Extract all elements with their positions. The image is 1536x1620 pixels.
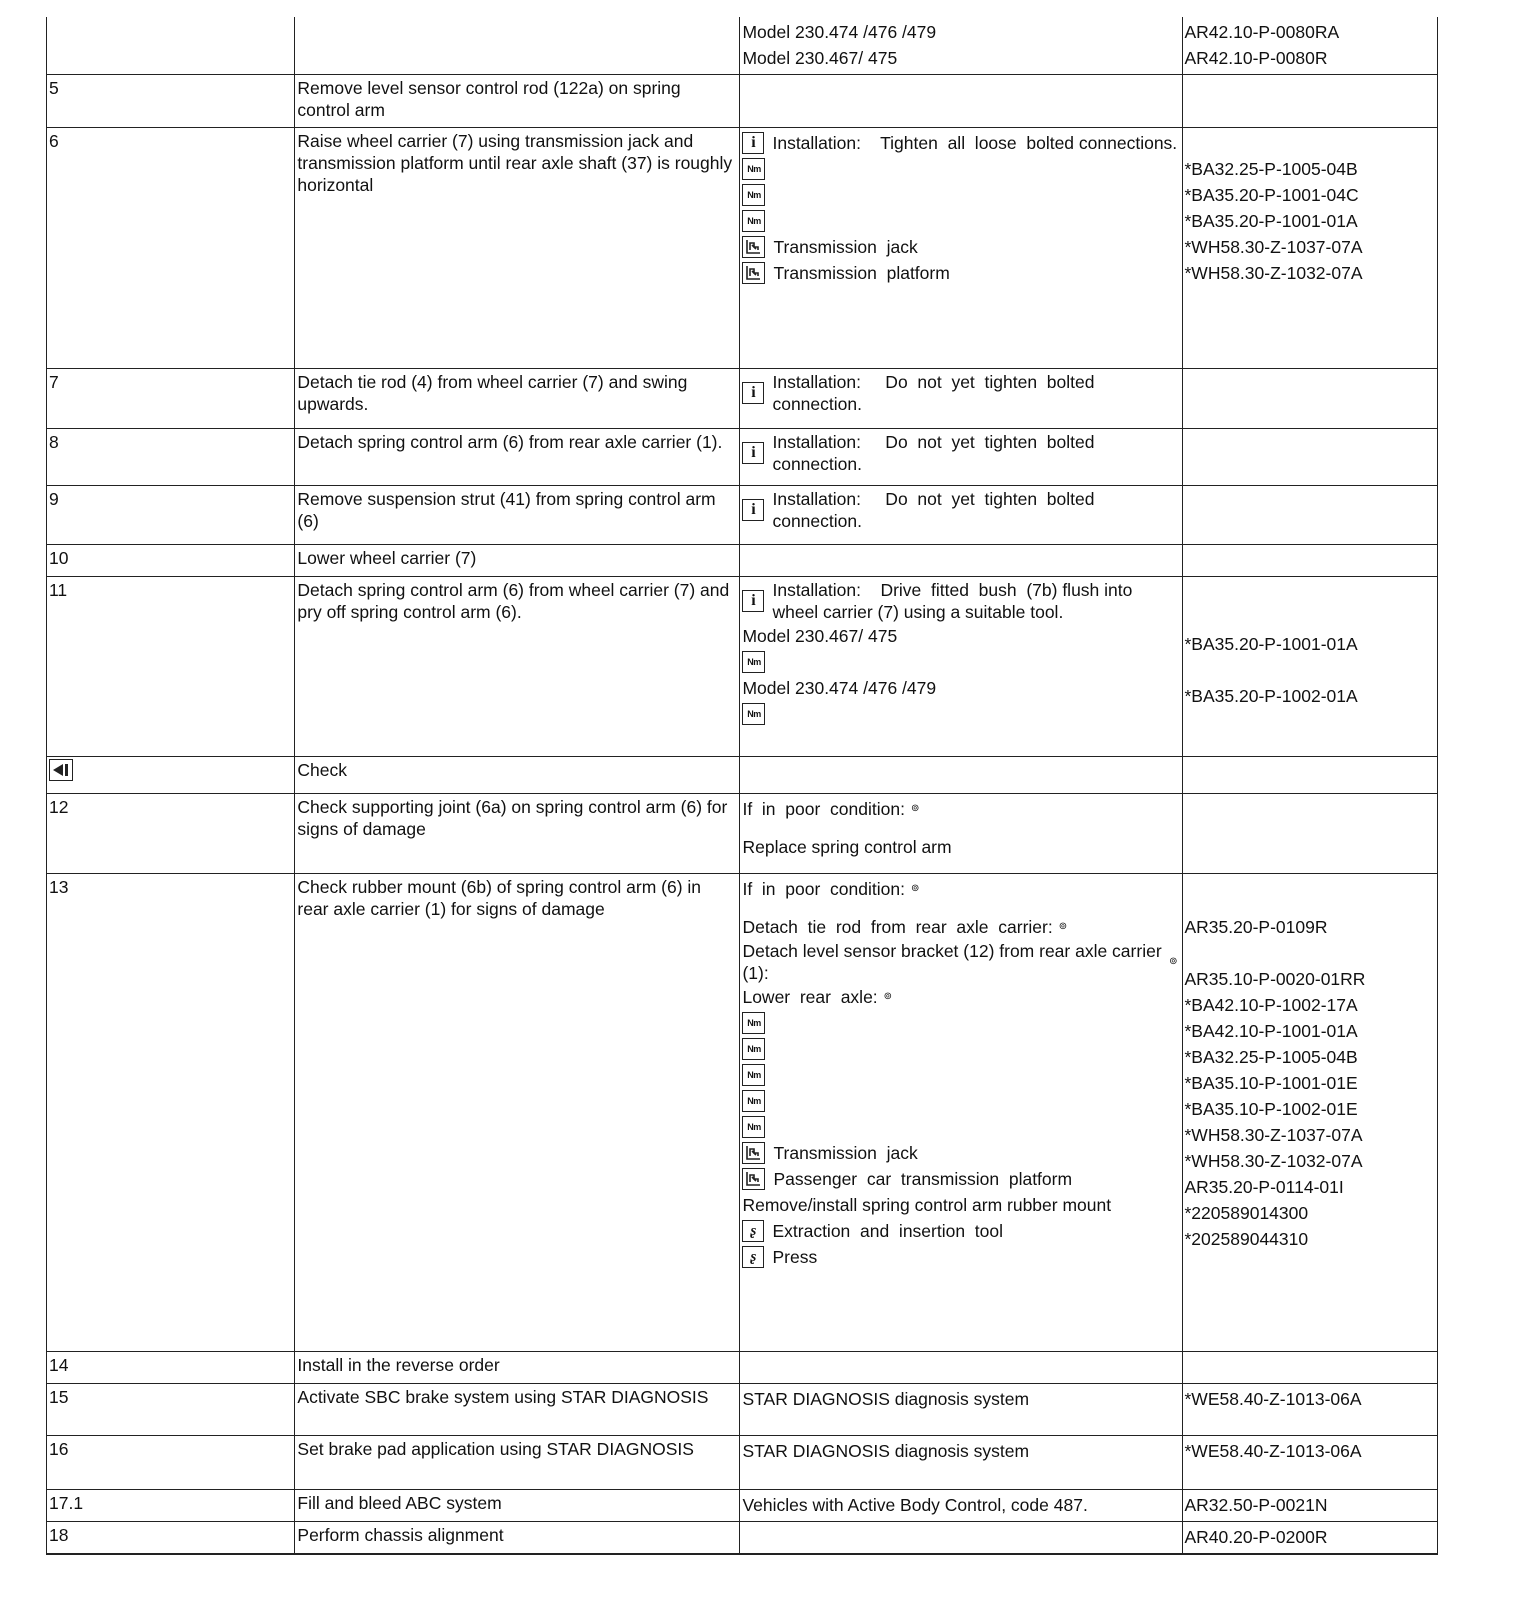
table-row (47, 757, 1438, 794)
action-cell (295, 128, 740, 369)
note-line (742, 182, 1177, 208)
notes-cell (740, 1352, 1182, 1384)
note-text: Model 230.474 /476 /479 (742, 22, 937, 42)
note-line (742, 701, 1177, 727)
spacer (742, 902, 1177, 914)
step-number: 9 (49, 489, 59, 509)
action-cell (295, 1436, 740, 1490)
reference-link[interactable]: *WH58.30-Z-1032-07A (1184, 263, 1363, 283)
reference-link-icon[interactable]: ⊚ (1169, 956, 1178, 967)
reference-link[interactable]: *BA35.20-P-1001-01A (1184, 634, 1358, 654)
notes-cell (740, 1436, 1182, 1490)
reference-link[interactable]: *BA35.10-P-1002-01E (1184, 1099, 1358, 1119)
torque-nm-icon: Nm (742, 210, 765, 232)
table-row (47, 1490, 1438, 1522)
table-row (47, 486, 1438, 545)
step-number: 10 (49, 548, 69, 568)
reference-cell (1182, 1384, 1438, 1436)
action-cell (295, 429, 740, 486)
note-line (742, 488, 1177, 532)
action-text: Set brake pad application using STAR DIAGNOSIS (297, 1439, 694, 1459)
notes-cell (740, 1384, 1182, 1436)
note-text: STAR DIAGNOSIS diagnosis system (742, 1389, 1030, 1409)
reference-link[interactable]: *220589014300 (1184, 1203, 1309, 1223)
step-cell (47, 17, 295, 75)
note-text: Installation: Do not yet tighten bolted connection. (772, 489, 1100, 531)
note-text: If in poor condition: (742, 879, 905, 899)
reference-cell (1182, 75, 1438, 128)
note-line (742, 1218, 1177, 1244)
reference-spacer (1185, 130, 1434, 156)
reference-spacer (1185, 605, 1434, 631)
table-row (47, 874, 1438, 1352)
note-text: Model 230.467/ 475 (742, 626, 898, 646)
notes-cell (740, 794, 1182, 874)
torque-nm-icon: Nm (742, 703, 765, 725)
action-cell (295, 1352, 740, 1384)
action-cell (295, 1522, 740, 1555)
action-text: Install in the reverse order (297, 1355, 500, 1375)
action-cell (295, 1384, 740, 1436)
reference-link[interactable]: *202589044310 (1184, 1229, 1309, 1249)
table-row (47, 545, 1438, 577)
note-line (742, 834, 1177, 860)
table-row (47, 1436, 1438, 1490)
notes-cell (740, 486, 1182, 545)
step-number: 12 (49, 797, 69, 817)
note-text: Installation: Do not yet tighten bolted connection. (772, 432, 1100, 474)
spacer (742, 822, 1177, 834)
reference-link[interactable]: *WE58.40-Z-1013-06A (1184, 1389, 1362, 1409)
action-cell (295, 577, 740, 757)
reference-cell (1182, 577, 1438, 757)
step-cell (47, 545, 295, 577)
reference-link[interactable]: *BA42.10-P-1001-01A (1184, 1021, 1358, 1041)
info-icon: i (742, 382, 764, 404)
note-text: If in poor condition: (742, 799, 905, 819)
torque-nm-icon: Nm (742, 1038, 765, 1060)
table-row (47, 429, 1438, 486)
table-row (47, 128, 1438, 369)
table-row (47, 577, 1438, 757)
note-text: Detach level sensor bracket (12) from rear axle carrier (1): (742, 941, 1172, 983)
step-number: 8 (49, 432, 59, 452)
note-text: Transmission jack (773, 1143, 918, 1163)
note-line (742, 234, 1177, 260)
action-cell (295, 757, 740, 794)
action-cell (295, 369, 740, 429)
note-line (742, 1166, 1177, 1192)
notes-cell (740, 1490, 1182, 1522)
special-tool-icon: ʂ (742, 1246, 764, 1268)
action-text: Perform chassis alignment (297, 1525, 504, 1545)
reference-link[interactable]: AR42.10-P-0080R (1184, 48, 1328, 68)
step-cell (47, 429, 295, 486)
torque-nm-icon: Nm (742, 651, 765, 673)
table-row (47, 1384, 1438, 1436)
action-cell (295, 1490, 740, 1522)
step-number: 17.1 (49, 1493, 84, 1513)
table-row (47, 1352, 1438, 1384)
reference-link[interactable]: *BA35.20-P-1002-01A (1184, 686, 1358, 706)
note-line (742, 876, 1177, 902)
info-icon: i (742, 590, 764, 612)
reference-link-icon[interactable]: ⊚ (1058, 921, 1068, 932)
step-cell (47, 1522, 295, 1555)
reference-spacer (1185, 657, 1434, 683)
step-cell (47, 128, 295, 369)
note-text: Passenger car transmission platform (773, 1169, 1073, 1189)
notes-cell (740, 128, 1182, 369)
reference-link[interactable]: AR42.10-P-0080RA (1184, 22, 1340, 42)
reference-cell (1182, 1436, 1438, 1490)
note-text: Installation: Drive fitted bush (7b) flush into wheel carrier (7) using a suitable tool. (772, 580, 1138, 622)
special-tool-icon: ʂ (742, 1220, 764, 1242)
reference-link[interactable]: *BA35.20-P-1001-04C (1184, 185, 1359, 205)
action-text: Lower wheel carrier (7) (297, 548, 477, 568)
note-text: Installation: Do not yet tighten bolted connection. (772, 372, 1100, 414)
note-line (742, 623, 1177, 649)
tool-icon (742, 1168, 765, 1190)
tool-icon (742, 1142, 765, 1164)
reference-cell (1182, 128, 1438, 369)
notes-cell (740, 545, 1182, 577)
tool-icon (742, 236, 765, 258)
notes-cell (740, 429, 1182, 486)
step-cell (47, 794, 295, 874)
note-line (742, 940, 1177, 984)
note-text: STAR DIAGNOSIS diagnosis system (742, 1441, 1030, 1461)
info-icon: i (742, 442, 764, 464)
note-line (742, 156, 1177, 182)
step-cell (47, 369, 295, 429)
note-line (742, 1438, 1177, 1464)
step-number: 5 (49, 78, 59, 98)
note-line (742, 649, 1177, 675)
reference-spacer (1185, 876, 1434, 902)
action-cell (295, 545, 740, 577)
reference-spacer (1185, 940, 1434, 966)
action-cell (295, 17, 740, 75)
action-cell (295, 794, 740, 874)
note-line (742, 1140, 1177, 1166)
note-text: Model 230.474 /476 /479 (742, 678, 937, 698)
step-number: 16 (49, 1439, 69, 1459)
reference-link[interactable]: AR35.10-P-0020-01RR (1184, 969, 1366, 989)
reference-cell (1182, 486, 1438, 545)
reference-link[interactable]: *BA35.10-P-1001-01E (1184, 1073, 1358, 1093)
reference-link-icon[interactable]: ⊚ (883, 991, 893, 1002)
procedure-table-body (47, 17, 1438, 1554)
note-line (742, 431, 1177, 475)
note-line (742, 1010, 1177, 1036)
reference-link[interactable]: *BA42.10-P-1002-17A (1184, 995, 1358, 1015)
step-cell (47, 1352, 295, 1384)
reference-cell (1182, 17, 1438, 75)
reference-cell (1182, 545, 1438, 577)
reference-cell (1182, 1352, 1438, 1384)
action-text: Remove suspension strut (41) from spring control arm (6) (297, 489, 716, 531)
reference-link-icon[interactable]: ⊚ (910, 803, 920, 814)
action-text: Activate SBC brake system using STAR DIAGNOSIS (297, 1387, 709, 1407)
reference-cell (1182, 1490, 1438, 1522)
note-line (742, 1244, 1177, 1270)
action-text: Remove level sensor control rod (122a) on spring control arm (297, 78, 681, 120)
step-cell (47, 1384, 295, 1436)
reference-link[interactable]: AR40.20-P-0200R (1184, 1527, 1328, 1547)
note-line (742, 1492, 1177, 1518)
step-cell (47, 1436, 295, 1490)
note-text: Installation: Tighten all loose bolted connections. (772, 133, 1178, 153)
torque-nm-icon: Nm (742, 1064, 765, 1086)
torque-nm-icon: Nm (742, 1116, 765, 1138)
torque-nm-icon: Nm (742, 184, 765, 206)
table-row (47, 75, 1438, 128)
note-line (742, 1088, 1177, 1114)
note-line (742, 579, 1177, 623)
note-line (742, 1114, 1177, 1140)
note-line (742, 796, 1177, 822)
action-text: Detach tie rod (4) from wheel carrier (7) and swing upwards. (297, 372, 688, 414)
notes-cell (740, 17, 1182, 75)
torque-nm-icon: Nm (742, 158, 765, 180)
note-text: Detach tie rod from rear axle carrier: (742, 917, 1053, 937)
reference-cell (1182, 369, 1438, 429)
notes-cell (740, 577, 1182, 757)
table-row (47, 17, 1438, 75)
reference-link[interactable]: *BA32.25-P-1005-04B (1184, 159, 1358, 179)
action-cell (295, 75, 740, 128)
reference-link[interactable]: *WH58.30-Z-1032-07A (1184, 1151, 1363, 1171)
reference-cell (1182, 1522, 1438, 1555)
step-number: 15 (49, 1387, 69, 1407)
info-icon: i (742, 499, 764, 521)
reference-link[interactable]: AR35.20-P-0109R (1184, 917, 1328, 937)
step-number: 6 (49, 131, 59, 151)
reference-link[interactable]: *BA32.25-P-1005-04B (1184, 1047, 1358, 1067)
step-number: 13 (49, 877, 69, 897)
step-cell (47, 757, 295, 794)
table-row (47, 369, 1438, 429)
notes-cell (740, 369, 1182, 429)
step-cell (47, 1490, 295, 1522)
step-number: 7 (49, 372, 59, 392)
note-text: Remove/install spring control arm rubber mount (742, 1195, 1112, 1215)
note-line (742, 1062, 1177, 1088)
step-cell (47, 486, 295, 545)
note-line (742, 260, 1177, 286)
reference-spacer (1185, 902, 1434, 914)
step-cell (47, 75, 295, 128)
step-number: 14 (49, 1355, 69, 1375)
reference-cell (1182, 794, 1438, 874)
reference-link[interactable]: AR32.50-P-0021N (1184, 1495, 1328, 1515)
note-line (742, 208, 1177, 234)
notes-cell (740, 75, 1182, 128)
note-text: Model 230.467/ 475 (742, 48, 898, 68)
note-line (742, 19, 1177, 45)
reference-cell (1182, 874, 1438, 1352)
step-cell (47, 874, 295, 1352)
action-text: Check supporting joint (6a) on spring control arm (6) for signs of damage (297, 797, 728, 839)
reference-spacer (1185, 579, 1434, 605)
note-text: Vehicles with Active Body Control, code 487. (742, 1495, 1088, 1515)
note-line (742, 1036, 1177, 1062)
notes-cell (740, 1522, 1182, 1555)
action-cell (295, 874, 740, 1352)
note-text: Extraction and insertion tool (772, 1221, 1004, 1241)
action-text: Detach spring control arm (6) from wheel carrier (7) and pry off spring control arm (6). (297, 580, 730, 622)
notes-cell (740, 757, 1182, 794)
note-line (742, 1386, 1177, 1412)
note-text: Lower rear axle: (742, 987, 878, 1007)
action-cell (295, 486, 740, 545)
step-number: 18 (49, 1525, 69, 1545)
table-row (47, 1522, 1438, 1555)
reference-link[interactable]: *WH58.30-Z-1037-07A (1184, 1125, 1363, 1145)
note-text: Press (772, 1247, 818, 1267)
action-text: Check rubber mount (6b) of spring control arm (6) in rear axle carrier (1) for signs of damage (297, 877, 702, 919)
reference-link[interactable]: *BA35.20-P-1001-01A (1184, 211, 1358, 231)
reference-cell (1182, 757, 1438, 794)
action-text: Detach spring control arm (6) from rear axle carrier (1). (297, 432, 723, 452)
torque-nm-icon: Nm (742, 1012, 765, 1034)
notes-cell (740, 874, 1182, 1352)
reference-link[interactable]: AR35.20-P-0114-01I (1184, 1177, 1344, 1197)
check-icon (49, 759, 73, 781)
note-line (742, 914, 1177, 940)
step-number: 11 (49, 580, 68, 600)
action-text: Raise wheel carrier (7) using transmission jack and transmission platform until rear axle shaft (37) is roughly horizontal (297, 131, 733, 195)
note-line (742, 1192, 1177, 1218)
reference-link[interactable]: *WH58.30-Z-1037-07A (1184, 237, 1363, 257)
reference-link-icon[interactable]: ⊚ (910, 883, 920, 894)
table-row (47, 794, 1438, 874)
procedure-table (46, 17, 1438, 1555)
note-line (742, 675, 1177, 701)
note-line (742, 984, 1177, 1010)
note-text: Replace spring control arm (742, 837, 952, 857)
note-line (742, 45, 1177, 71)
action-text: Check (297, 760, 347, 780)
reference-cell (1182, 429, 1438, 486)
note-line (742, 130, 1177, 156)
torque-nm-icon: Nm (742, 1090, 765, 1112)
note-text: Transmission platform (773, 263, 950, 283)
note-line (742, 371, 1177, 415)
step-cell (47, 577, 295, 757)
info-icon: i (742, 132, 764, 154)
note-text: Transmission jack (773, 237, 918, 257)
action-text: Fill and bleed ABC system (297, 1493, 502, 1513)
tool-icon (742, 262, 765, 284)
reference-link[interactable]: *WE58.40-Z-1013-06A (1184, 1441, 1362, 1461)
